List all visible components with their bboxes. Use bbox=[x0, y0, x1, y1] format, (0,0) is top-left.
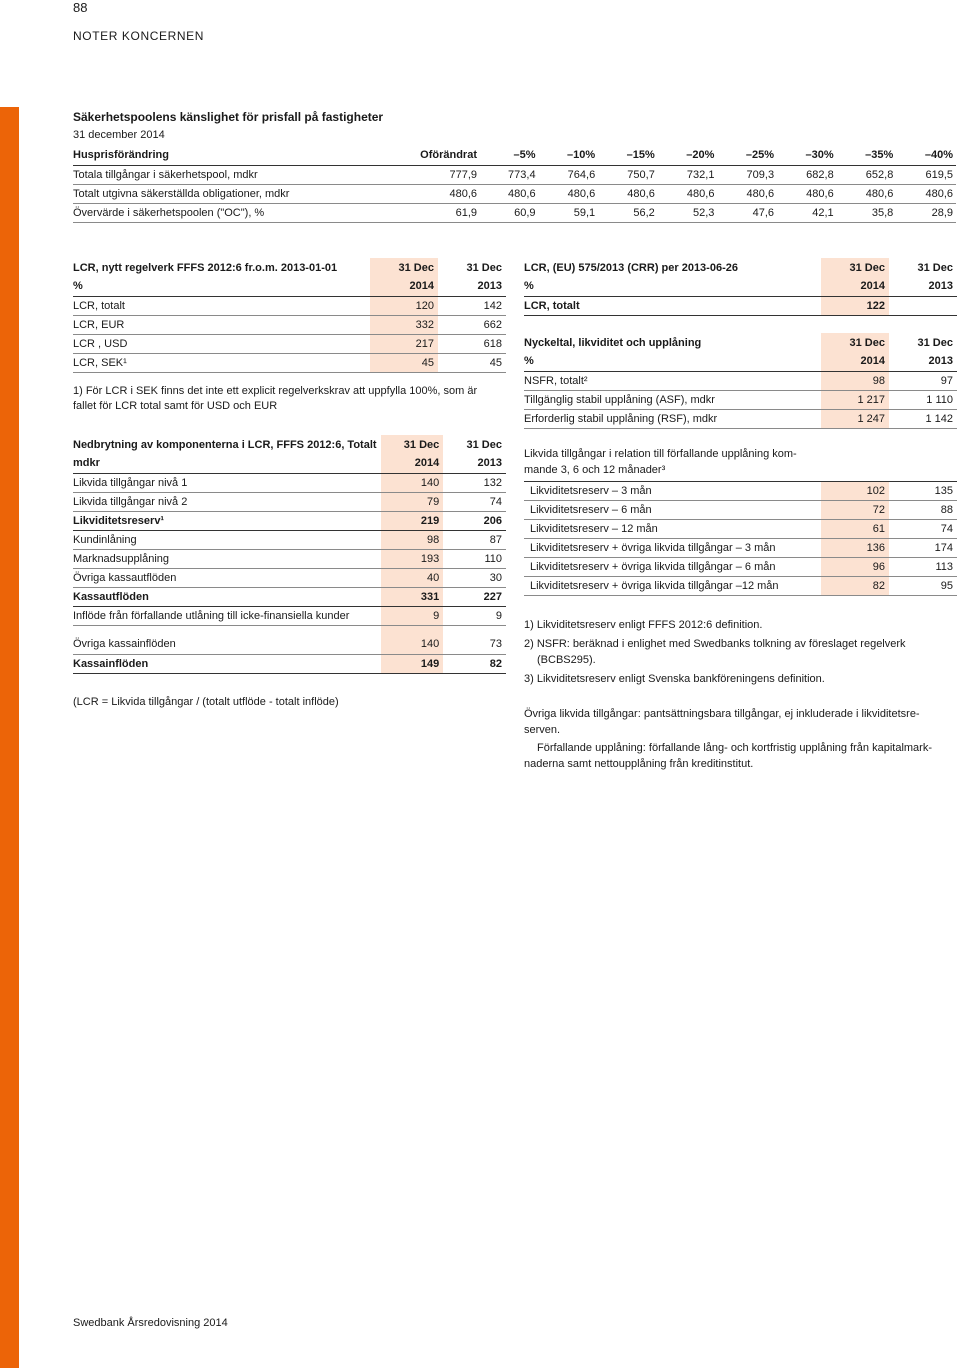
cell: 98 bbox=[381, 530, 444, 549]
lcr-new-table bbox=[73, 258, 506, 373]
footnote-3: 3) Likviditetsreserv enligt Svenska bankföreningens definition. bbox=[524, 673, 825, 685]
definition-maturing-funding: Förfallande upplåning: förfallande lång- och kortfristig upplåning från kapitalmark- bbox=[537, 742, 933, 754]
row-label: Övervärde i säkerhetspoolen ("OC"), % bbox=[73, 203, 413, 222]
row-label: Totala tillgångar i säkerhetspool, mdkr bbox=[73, 165, 413, 184]
cell: 120 bbox=[370, 296, 438, 315]
cell: 480,6 bbox=[658, 184, 718, 203]
header-cell: –35% bbox=[837, 146, 897, 165]
footnote-2-cont: (BCBS295). bbox=[537, 654, 596, 666]
cell: 73 bbox=[443, 635, 506, 654]
cell: 61,9 bbox=[413, 203, 480, 222]
header-cell: 2014 bbox=[821, 352, 889, 371]
sensitivity-date: 31 december 2014 bbox=[73, 129, 165, 141]
table-row bbox=[524, 482, 957, 501]
row-label: Likviditetsreserv + övriga likvida tillgångar –12 mån bbox=[524, 577, 821, 596]
table-title: Nyckeltal, likviditet och upplåning bbox=[524, 336, 702, 349]
row-label: Likviditetsreserv + övriga likvida tillgångar – 6 mån bbox=[524, 558, 821, 577]
unit-label: % bbox=[524, 352, 821, 371]
cell: 35,8 bbox=[837, 203, 897, 222]
cell: 102 bbox=[821, 482, 889, 501]
row-label: Likviditetsreserv – 3 mån bbox=[524, 482, 821, 501]
table-row bbox=[73, 353, 506, 372]
footnote-2: 2) NSFR: beräknad i enlighet med Swedbanks tolkning av föreslaget regelverk bbox=[524, 638, 906, 650]
cell: 45 bbox=[370, 353, 438, 372]
header-cell: 2013 bbox=[889, 277, 957, 296]
row-label: Marknadsupplåning bbox=[73, 549, 381, 568]
sensitivity-title: Säkerhetspoolens känslighet för prisfall på fastigheter bbox=[73, 110, 384, 124]
cell: 82 bbox=[443, 654, 506, 673]
table-row bbox=[524, 296, 957, 315]
definition-maturing-funding-cont: naderna samt nettoupplåning från kreditinstitut. bbox=[524, 758, 754, 770]
cell: 331 bbox=[381, 587, 444, 606]
table-subheader-row bbox=[73, 277, 506, 296]
cell: 480,6 bbox=[896, 184, 956, 203]
cell: 149 bbox=[381, 654, 444, 673]
table-row bbox=[73, 473, 506, 492]
table-header-row bbox=[524, 333, 957, 352]
table-subheader-row bbox=[73, 454, 506, 473]
side-accent-bar bbox=[0, 107, 19, 1368]
cell: 140 bbox=[381, 473, 444, 492]
header-cell: 2014 bbox=[821, 277, 889, 296]
table-row bbox=[73, 165, 956, 184]
row-label: Kassainflöden bbox=[73, 654, 381, 673]
table-row bbox=[73, 492, 506, 511]
header-cell: 2013 bbox=[443, 454, 506, 473]
row-label: Kundinlåning bbox=[73, 530, 381, 549]
row-label: Likviditetsreserv + övriga likvida tillgångar – 3 mån bbox=[524, 539, 821, 558]
table-row bbox=[73, 635, 506, 654]
table-row-total bbox=[73, 511, 506, 530]
table-row bbox=[524, 371, 957, 390]
unit-label: % bbox=[73, 277, 370, 296]
header-cell: 31 Dec bbox=[821, 333, 889, 352]
liquid-relation-table bbox=[524, 481, 957, 596]
cell: 480,6 bbox=[717, 184, 777, 203]
cell: 132 bbox=[443, 473, 506, 492]
row-label: Övriga kassautflöden bbox=[73, 568, 381, 587]
cell: 618 bbox=[438, 334, 506, 353]
spacer-row bbox=[73, 625, 506, 635]
cell: 96 bbox=[821, 558, 889, 577]
cell: 113 bbox=[889, 558, 957, 577]
table-row bbox=[73, 315, 506, 334]
row-label: Kassautflöden bbox=[73, 587, 381, 606]
liquid-relation-title-line1: Likvida tillgångar i relation till förfallande upplåning kom- bbox=[524, 448, 797, 460]
cell: 1 217 bbox=[821, 390, 889, 409]
table-row bbox=[73, 568, 506, 587]
row-label: Erforderlig stabil upplåning (RSF), mdkr bbox=[524, 409, 821, 428]
table-row-total bbox=[73, 587, 506, 606]
table-header-row bbox=[73, 146, 956, 165]
cell: 30 bbox=[443, 568, 506, 587]
header-cell: 31 Dec bbox=[370, 258, 438, 277]
header-cell: 31 Dec bbox=[466, 438, 502, 451]
cell: 95 bbox=[889, 577, 957, 596]
row-label: LCR, totalt bbox=[73, 296, 370, 315]
cell: 140 bbox=[381, 635, 444, 654]
cell: 61 bbox=[821, 520, 889, 539]
header-cell: 31 Dec bbox=[466, 261, 502, 274]
table-header-row bbox=[73, 258, 506, 277]
header-cell: –20% bbox=[658, 146, 718, 165]
cell: 87 bbox=[443, 530, 506, 549]
table-row bbox=[524, 539, 957, 558]
cell: 79 bbox=[381, 492, 444, 511]
cell: 98 bbox=[821, 371, 889, 390]
table-row bbox=[524, 577, 957, 596]
cell: 662 bbox=[438, 315, 506, 334]
cell: 480,6 bbox=[413, 184, 480, 203]
table-row bbox=[73, 296, 506, 315]
cell: 110 bbox=[443, 549, 506, 568]
table-row bbox=[73, 549, 506, 568]
header-cell: 2014 bbox=[381, 454, 444, 473]
cell: 122 bbox=[821, 296, 889, 315]
table-row bbox=[524, 390, 957, 409]
cell: 72 bbox=[821, 501, 889, 520]
liquid-relation-title-line2: mande 3, 6 och 12 månader³ bbox=[524, 464, 666, 476]
table-row-total bbox=[73, 654, 506, 673]
lcr-footnote: 1) För LCR i SEK finns det inte ett explicit regelverkskrav att uppfylla 100%, som är fallet för LCR total samt för USD och EUR bbox=[73, 385, 478, 412]
definition-other-liquid: Övriga likvida tillgångar: pantsättningsbara tillgångar, ej inkluderade i likviditetsre- bbox=[524, 708, 920, 720]
lcr-eu-table bbox=[524, 258, 957, 316]
cell: 652,8 bbox=[837, 165, 897, 184]
table-row bbox=[73, 334, 506, 353]
cell: 59,1 bbox=[539, 203, 599, 222]
cell: 480,6 bbox=[837, 184, 897, 203]
cell: 40 bbox=[381, 568, 444, 587]
header-cell: –5% bbox=[480, 146, 539, 165]
row-label: Likviditetsreserv – 6 mån bbox=[524, 501, 821, 520]
cell: 193 bbox=[381, 549, 444, 568]
table-header-row bbox=[73, 435, 506, 454]
table-title: Nedbrytning av komponenterna i LCR, FFFS 2012:6, Totalt bbox=[73, 438, 377, 451]
row-label: NSFR, totalt² bbox=[524, 371, 821, 390]
header-cell: –25% bbox=[717, 146, 777, 165]
cell: 1 110 bbox=[889, 390, 957, 409]
table-subheader-row bbox=[524, 352, 957, 371]
unit-label: % bbox=[524, 277, 821, 296]
cell: 42,1 bbox=[777, 203, 837, 222]
cell: 135 bbox=[889, 482, 957, 501]
page-number: 88 bbox=[73, 0, 88, 15]
cell: 217 bbox=[370, 334, 438, 353]
cell: 773,4 bbox=[480, 165, 539, 184]
table-title: LCR, nytt regelverk FFFS 2012:6 fr.o.m. 2013-01-01 bbox=[73, 261, 338, 274]
row-label: LCR, SEK¹ bbox=[73, 353, 370, 372]
table-row bbox=[524, 501, 957, 520]
header-cell: 2013 bbox=[889, 352, 957, 371]
header-cell: 2014 bbox=[370, 277, 438, 296]
cell: 9 bbox=[443, 606, 506, 625]
cell: 136 bbox=[821, 539, 889, 558]
header-cell: –30% bbox=[777, 146, 837, 165]
cell: 682,8 bbox=[777, 165, 837, 184]
header-cell: –40% bbox=[896, 146, 956, 165]
cell: 732,1 bbox=[658, 165, 718, 184]
cell: 480,6 bbox=[598, 184, 658, 203]
section-title: NOTER KONCERNEN bbox=[73, 29, 205, 43]
cell: 28,9 bbox=[896, 203, 956, 222]
cell: 480,6 bbox=[777, 184, 837, 203]
header-cell: 31 Dec bbox=[917, 261, 953, 274]
cell: 709,3 bbox=[717, 165, 777, 184]
row-label: Totalt utgivna säkerställda obligationer, mdkr bbox=[73, 184, 413, 203]
row-label: LCR, EUR bbox=[73, 315, 370, 334]
footnote-1: 1) Likviditetsreserv enligt FFFS 2012:6 definition. bbox=[524, 619, 763, 631]
row-label: Tillgänglig stabil upplåning (ASF), mdkr bbox=[524, 390, 821, 409]
header-cell: 31 Dec bbox=[821, 258, 889, 277]
table-header-row bbox=[524, 258, 957, 277]
cell: 480,6 bbox=[539, 184, 599, 203]
cell: 60,9 bbox=[480, 203, 539, 222]
cell: 619,5 bbox=[896, 165, 956, 184]
table-row bbox=[73, 184, 956, 203]
cell: 142 bbox=[438, 296, 506, 315]
cell: 97 bbox=[889, 371, 957, 390]
cell: 219 bbox=[381, 511, 444, 530]
table-row bbox=[524, 409, 957, 428]
cell: 777,9 bbox=[413, 165, 480, 184]
cell: 9 bbox=[381, 606, 444, 625]
row-label: Övriga kassainflöden bbox=[73, 635, 381, 654]
cell: 206 bbox=[443, 511, 506, 530]
row-label: LCR, totalt bbox=[524, 296, 821, 315]
cell: 750,7 bbox=[598, 165, 658, 184]
table-row bbox=[73, 606, 506, 625]
row-label: Likvida tillgångar nivå 2 bbox=[73, 492, 381, 511]
header-cell: 31 Dec bbox=[917, 336, 953, 349]
table-row bbox=[73, 530, 506, 549]
cell: 47,6 bbox=[717, 203, 777, 222]
cell bbox=[889, 296, 957, 315]
page-footer: Swedbank Årsredovisning 2014 bbox=[73, 1317, 228, 1329]
lcr-formula-note: (LCR = Likvida tillgångar / (totalt utflöde - totalt inflöde) bbox=[73, 696, 339, 708]
row-label: Likviditetsreserv – 12 mån bbox=[524, 520, 821, 539]
cell: 52,3 bbox=[658, 203, 718, 222]
header-cell: Oförändrat bbox=[413, 146, 480, 165]
table-row bbox=[524, 520, 957, 539]
cell: 56,2 bbox=[598, 203, 658, 222]
row-label: Likvida tillgångar nivå 1 bbox=[73, 473, 381, 492]
cell: 74 bbox=[889, 520, 957, 539]
row-label: LCR , USD bbox=[73, 334, 370, 353]
sensitivity-table bbox=[73, 146, 956, 223]
cell: 227 bbox=[443, 587, 506, 606]
key-ratios-table bbox=[524, 333, 957, 429]
row-label: Likviditetsreserv¹ bbox=[73, 511, 381, 530]
cell: 82 bbox=[821, 577, 889, 596]
table-row bbox=[73, 203, 956, 222]
cell: 764,6 bbox=[539, 165, 599, 184]
unit-label: mdkr bbox=[73, 454, 381, 473]
header-cell: 31 Dec bbox=[381, 435, 444, 454]
cell: 1 247 bbox=[821, 409, 889, 428]
header-cell: 2013 bbox=[438, 277, 506, 296]
header-cell: –15% bbox=[598, 146, 658, 165]
table-subheader-row bbox=[524, 277, 957, 296]
lcr-breakdown-table bbox=[73, 435, 506, 674]
table-title: LCR, (EU) 575/2013 (CRR) per 2013-06-26 bbox=[524, 261, 738, 274]
header-cell: –10% bbox=[539, 146, 599, 165]
cell: 74 bbox=[443, 492, 506, 511]
header-cell: Husprisförändring bbox=[73, 146, 413, 165]
cell: 88 bbox=[889, 501, 957, 520]
table-row bbox=[524, 558, 957, 577]
cell: 332 bbox=[370, 315, 438, 334]
cell: 480,6 bbox=[480, 184, 539, 203]
row-label: Inflöde från förfallande utlåning till icke-finansiella kunder bbox=[73, 606, 381, 625]
cell: 45 bbox=[438, 353, 506, 372]
definition-other-liquid-cont: serven. bbox=[524, 724, 561, 736]
cell: 1 142 bbox=[889, 409, 957, 428]
cell: 174 bbox=[889, 539, 957, 558]
